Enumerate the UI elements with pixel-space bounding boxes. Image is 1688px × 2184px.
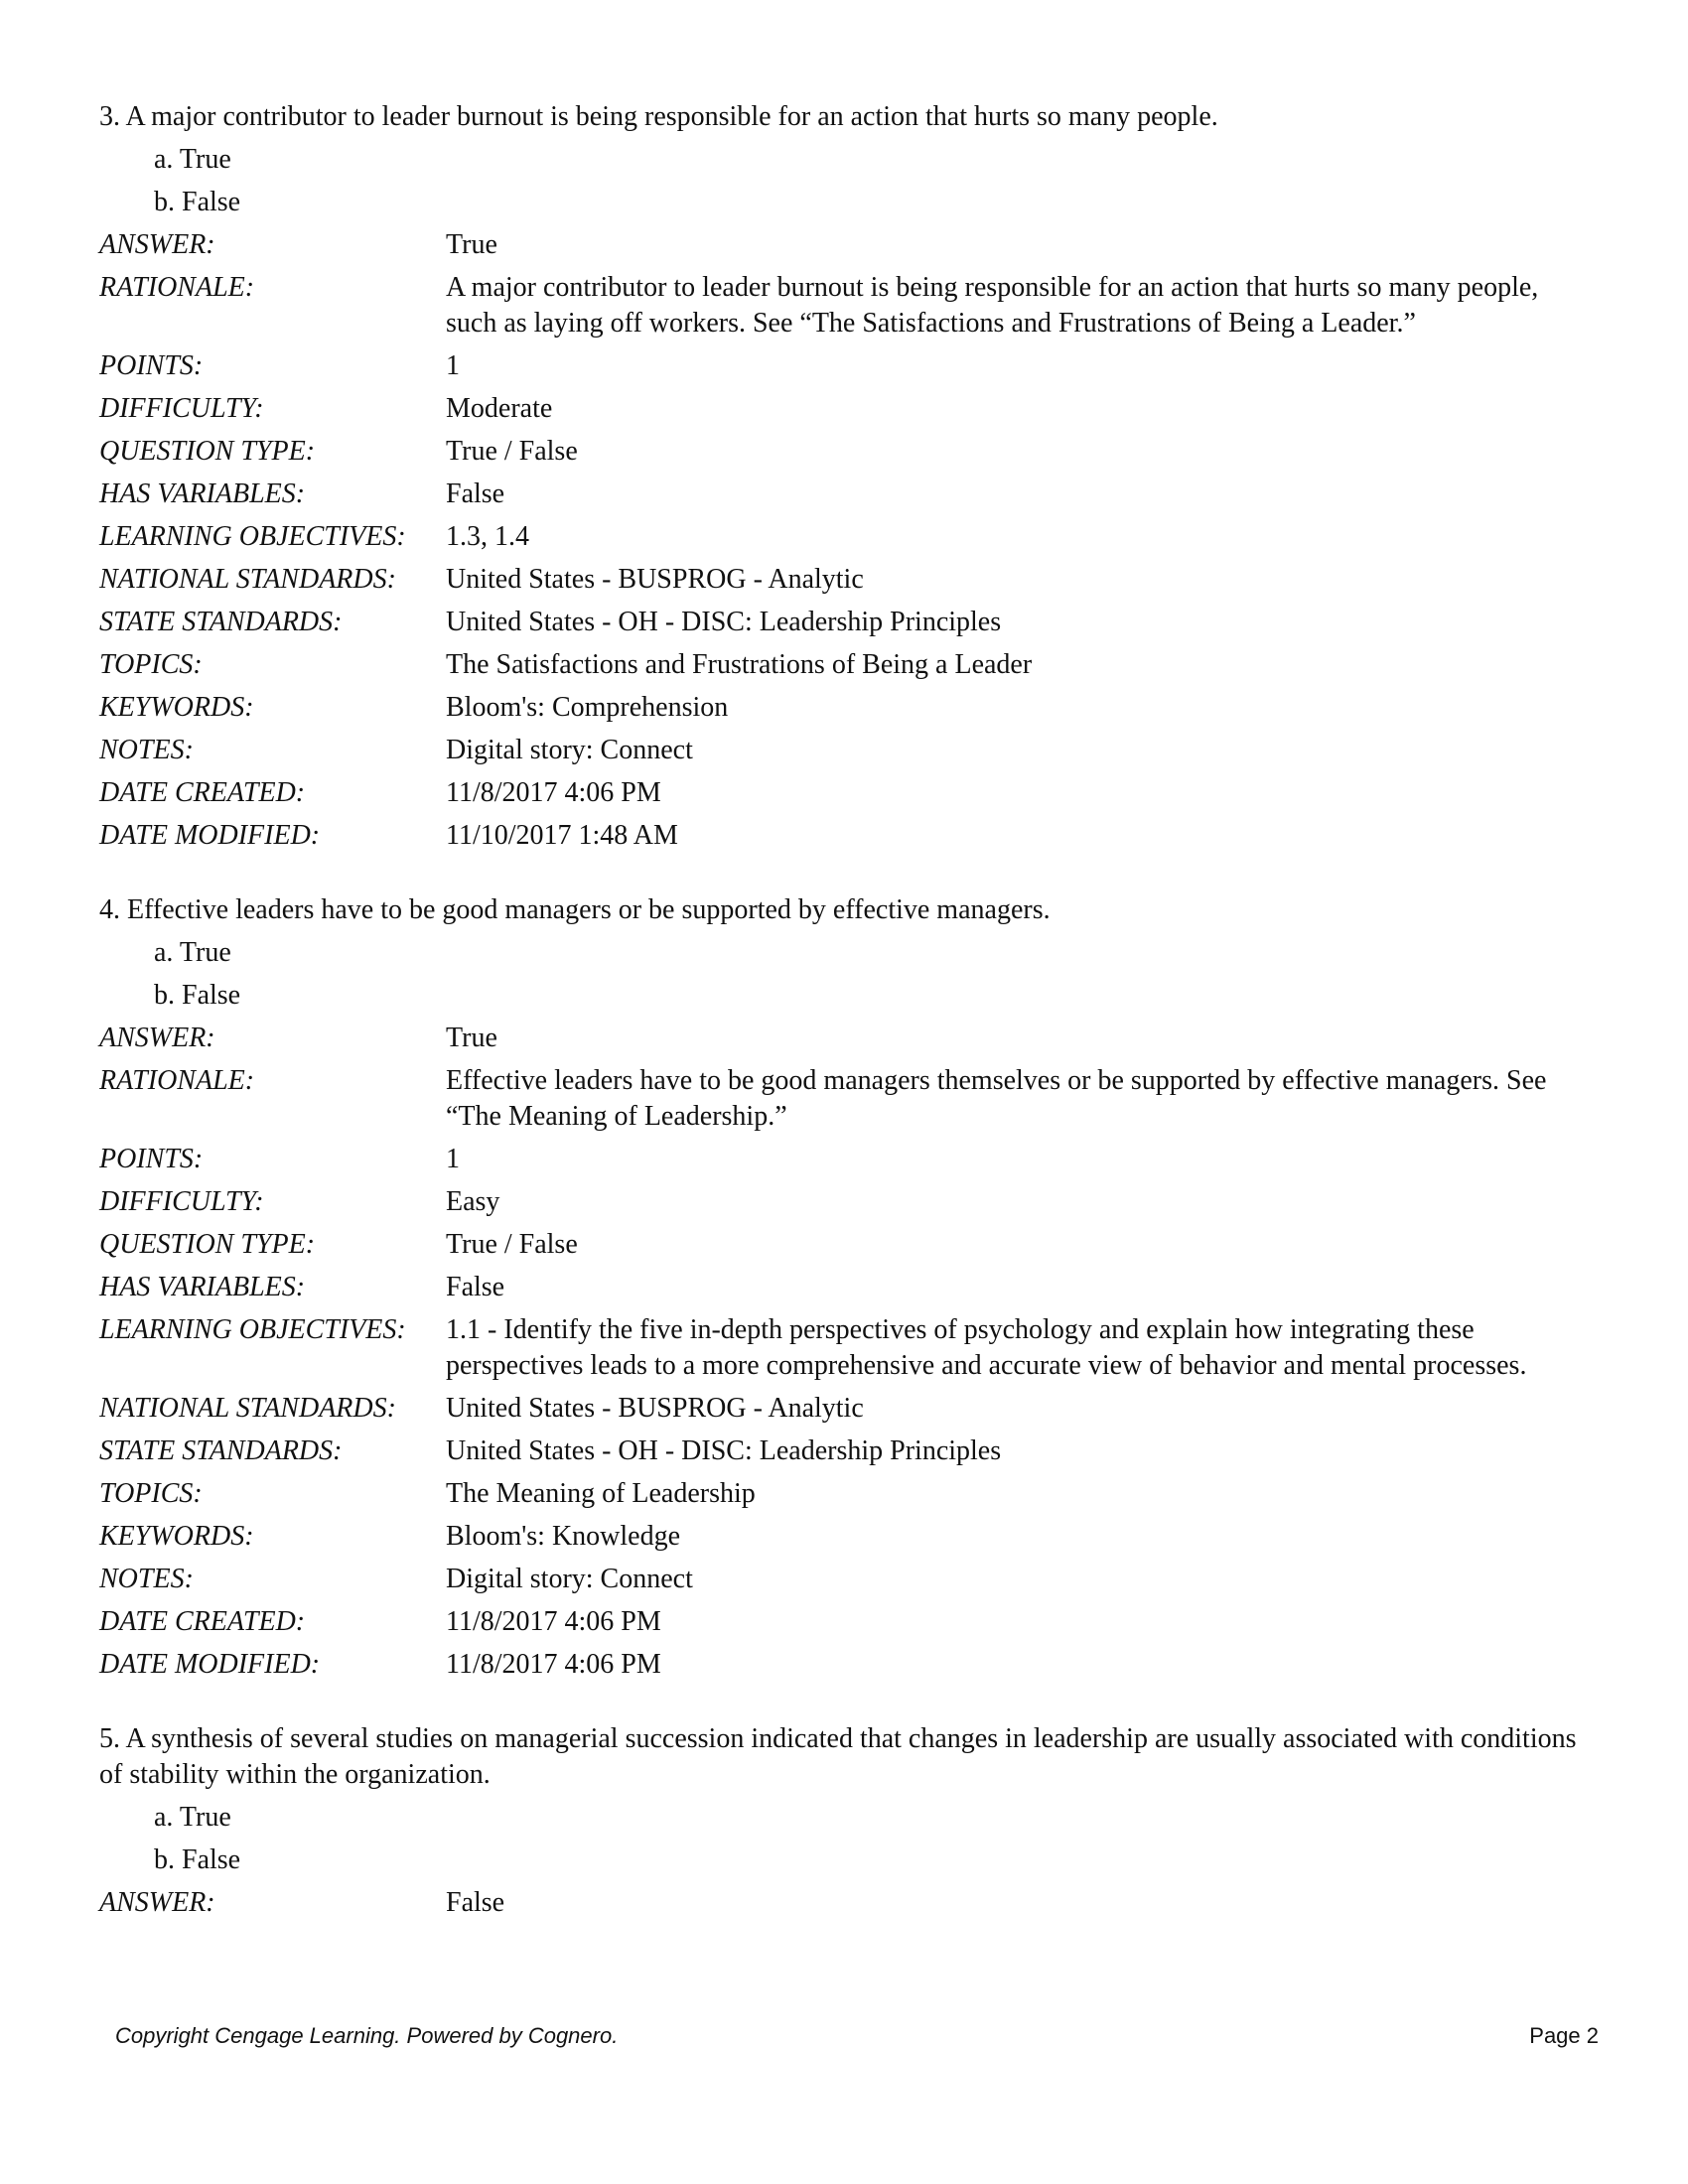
keywords-value: Bloom's: Knowledge bbox=[446, 1521, 681, 1552]
learning-objectives-value: 1.3, 1.4 bbox=[446, 521, 529, 552]
points-label: POINTS: bbox=[99, 350, 204, 381]
notes-label: NOTES: bbox=[99, 1564, 194, 1594]
page-number: Page 2 bbox=[1529, 2023, 1599, 2048]
topics-label: TOPICS: bbox=[99, 649, 203, 680]
answer-label: ANSWER: bbox=[99, 229, 215, 260]
date-modified-label: DATE MODIFIED: bbox=[99, 1649, 321, 1680]
answer-value: True bbox=[446, 229, 497, 260]
learning-objectives-value: 1.1 - Identify the five in-depth perspectives of psychology and explain how integrating these perspectives leads to a more comprehensive and accurate view of behavior and mental processes. bbox=[446, 1314, 1527, 1381]
page-footer bbox=[115, 2023, 1599, 2049]
state-standards-value: United States - OH - DISC: Leadership Principles bbox=[446, 607, 1002, 637]
answer-options bbox=[99, 935, 1599, 1014]
learning-objectives-label: LEARNING OBJECTIVES: bbox=[99, 521, 406, 552]
answer-label: ANSWER: bbox=[99, 1887, 215, 1918]
notes-value: Digital story: Connect bbox=[446, 735, 693, 765]
state-standards-value: United States - OH - DISC: Leadership Principles bbox=[446, 1435, 1002, 1466]
question-5 bbox=[99, 1719, 1599, 1928]
points-value: 1 bbox=[446, 1144, 460, 1174]
points-value: 1 bbox=[446, 350, 460, 381]
question-metadata bbox=[99, 1021, 1599, 1690]
keywords-label: KEYWORDS: bbox=[99, 1521, 254, 1552]
has-variables-value: False bbox=[446, 1272, 505, 1302]
keywords-label: KEYWORDS: bbox=[99, 692, 254, 723]
has-variables-label: HAS VARIABLES: bbox=[99, 478, 306, 509]
date-created-label: DATE CREATED: bbox=[99, 777, 306, 808]
rationale-value: A major contributor to leader burnout is being responsible for an action that hurts so many people, such as laying off workers. See “The Satisfactions and Frustrations of Being a Leader.” bbox=[446, 272, 1539, 339]
question-metadata bbox=[99, 227, 1599, 861]
question-metadata bbox=[99, 1885, 1599, 1928]
points-label: POINTS: bbox=[99, 1144, 204, 1174]
option-a: a. True bbox=[154, 1802, 231, 1833]
question-3 bbox=[99, 97, 1599, 861]
national-standards-label: NATIONAL STANDARDS: bbox=[99, 564, 396, 595]
date-modified-label: DATE MODIFIED: bbox=[99, 820, 321, 851]
rationale-label: RATIONALE: bbox=[99, 272, 255, 303]
state-standards-label: STATE STANDARDS: bbox=[99, 607, 343, 637]
difficulty-value: Moderate bbox=[446, 393, 553, 424]
option-b: b. False bbox=[154, 1844, 241, 1875]
date-created-value: 11/8/2017 4:06 PM bbox=[446, 1606, 661, 1637]
question-type-label: QUESTION TYPE: bbox=[99, 436, 316, 467]
document-page bbox=[99, 97, 1599, 1958]
topics-value: The Satisfactions and Frustrations of Being a Leader bbox=[446, 649, 1033, 680]
question-type-value: True / False bbox=[446, 1229, 578, 1260]
question-type-label: QUESTION TYPE: bbox=[99, 1229, 316, 1260]
question-text: 5. A synthesis of several studies on managerial succession indicated that changes in leadership are usually associated with conditions of stability within the organization. bbox=[99, 1723, 1577, 1790]
notes-label: NOTES: bbox=[99, 735, 194, 765]
notes-value: Digital story: Connect bbox=[446, 1564, 693, 1594]
has-variables-value: False bbox=[446, 478, 505, 509]
state-standards-label: STATE STANDARDS: bbox=[99, 1435, 343, 1466]
answer-options bbox=[99, 1800, 1599, 1878]
date-created-value: 11/8/2017 4:06 PM bbox=[446, 777, 661, 808]
national-standards-label: NATIONAL STANDARDS: bbox=[99, 1393, 396, 1424]
answer-value: False bbox=[446, 1887, 505, 1918]
question-4 bbox=[99, 890, 1599, 1690]
question-text: 4. Effective leaders have to be good managers or be supported by effective managers. bbox=[99, 894, 1051, 925]
question-text: 3. A major contributor to leader burnout is being responsible for an action that hurts so many people. bbox=[99, 101, 1218, 132]
date-created-label: DATE CREATED: bbox=[99, 1606, 306, 1637]
rationale-value: Effective leaders have to be good managers themselves or be supported by effective managers. See “The Meaning of Leadership.” bbox=[446, 1065, 1547, 1132]
has-variables-label: HAS VARIABLES: bbox=[99, 1272, 306, 1302]
option-a: a. True bbox=[154, 937, 231, 968]
national-standards-value: United States - BUSPROG - Analytic bbox=[446, 564, 864, 595]
difficulty-label: DIFFICULTY: bbox=[99, 1186, 264, 1217]
keywords-value: Bloom's: Comprehension bbox=[446, 692, 729, 723]
date-modified-value: 11/8/2017 4:06 PM bbox=[446, 1649, 661, 1680]
difficulty-label: DIFFICULTY: bbox=[99, 393, 264, 424]
option-b: b. False bbox=[154, 980, 241, 1011]
answer-label: ANSWER: bbox=[99, 1023, 215, 1053]
answer-options bbox=[99, 142, 1599, 220]
national-standards-value: United States - BUSPROG - Analytic bbox=[446, 1393, 864, 1424]
question-type-value: True / False bbox=[446, 436, 578, 467]
date-modified-value: 11/10/2017 1:48 AM bbox=[446, 820, 678, 851]
copyright-notice: Copyright Cengage Learning. Powered by Cognero. bbox=[115, 2023, 619, 2048]
option-a: a. True bbox=[154, 144, 231, 175]
answer-value: True bbox=[446, 1023, 497, 1053]
topics-label: TOPICS: bbox=[99, 1478, 203, 1509]
rationale-label: RATIONALE: bbox=[99, 1065, 255, 1096]
learning-objectives-label: LEARNING OBJECTIVES: bbox=[99, 1314, 406, 1345]
difficulty-value: Easy bbox=[446, 1186, 500, 1217]
option-b: b. False bbox=[154, 187, 241, 217]
topics-value: The Meaning of Leadership bbox=[446, 1478, 756, 1509]
